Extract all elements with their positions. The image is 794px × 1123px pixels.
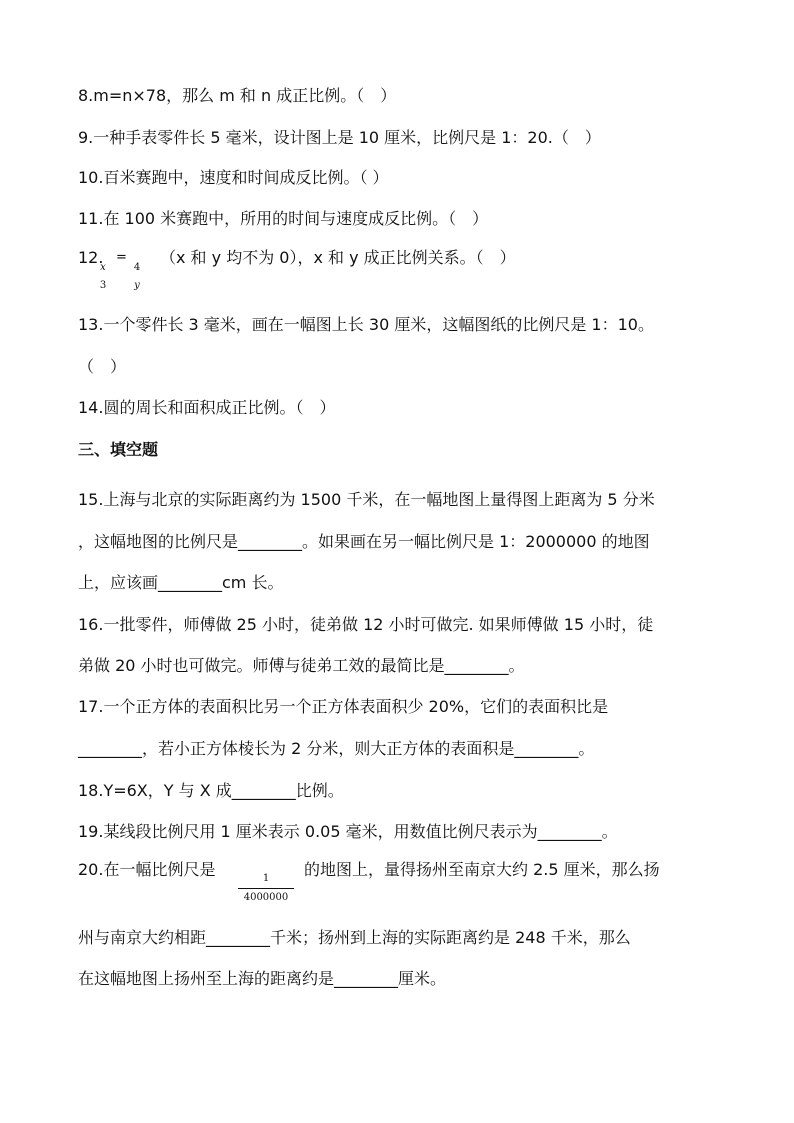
- question-13-line-2: （ ）: [78, 357, 127, 376]
- question-17-line-2: ________，若小正方体棱长为 2 分米，则大正方体的表面积是________。: [78, 739, 595, 758]
- fraction-denominator: 3: [99, 280, 107, 291]
- equals-sign: =: [116, 250, 127, 265]
- question-11: 11.在 100 米赛跑中，所用的时间与速度成反比例。（ ）: [78, 209, 489, 228]
- question-10: 10.百米赛跑中，速度和时间成反比例。（ ）: [78, 168, 389, 187]
- fraction-x-over-3: [96, 262, 110, 292]
- question-15-line-2: ，这幅地图的比例尺是________。如果画在另一幅比例尺是 1：2000000 的地图: [78, 532, 650, 551]
- question-16-line-1: 16.一批零件，师傅做 25 小时，徒弟做 12 小时可做完. 如果师傅做 15 小时，徒: [78, 615, 654, 634]
- question-13-line-1: 13.一个零件长 3 毫米，画在一幅图上长 30 厘米，这幅图纸的比例尺是 1：10。: [78, 315, 654, 334]
- fraction-denominator: y: [134, 280, 140, 291]
- question-20-suffix: 的地图上，量得扬州至南京大约 2.5 厘米，那么扬: [304, 860, 660, 879]
- question-15-line-1: 15.上海与北京的实际距离约为 1500 千米，在一幅地图上量得图上距离为 5 分米: [78, 490, 655, 509]
- fraction-4-over-y: [130, 262, 144, 292]
- question-20-line-2: 州与南京大约相距________千米；扬州到上海的实际距离约是 248 千米，那么: [78, 928, 631, 947]
- question-17-line-1: 17.一个正方体的表面积比另一个正方体表面积少 20%，它们的表面积比是: [78, 697, 609, 716]
- question-12-number: 12.: [78, 248, 104, 267]
- fraction-numerator: 4: [133, 262, 141, 273]
- question-20-prefix: 20.在一幅比例尺是: [78, 860, 216, 879]
- question-18: 18.Y=6X，Y 与 X 成________比例。: [78, 781, 344, 800]
- question-15-line-3: 上，应该画________cm 长。: [78, 573, 284, 592]
- fraction-denominator: 4000000: [238, 888, 294, 904]
- section-heading: 三、填空题: [78, 440, 159, 459]
- question-8: 8.m=n×78，那么 m 和 n 成正比例。（ ）: [78, 86, 397, 105]
- question-14: 14.圆的周长和面积成正比例。（ ）: [78, 398, 336, 417]
- scale-fraction: [238, 873, 294, 904]
- question-20-line-3: 在这幅地图上扬州至上海的距离约是________厘米。: [78, 969, 447, 988]
- question-19: 19.某线段比例尺用 1 厘米表示 0.05 毫米，用数值比例尺表示为________。: [78, 822, 618, 841]
- question-12-text: （x 和 y 均不为 0），x 和 y 成正比例关系。（ ）: [160, 248, 516, 267]
- fraction-numerator: x: [100, 262, 106, 273]
- question-9: 9.一种手表零件长 5 毫米，设计图上是 10 厘米，比例尺是 1：20.（ ）: [78, 128, 601, 147]
- question-16-line-2: 弟做 20 小时也可做完。师傅与徒弟工效的最简比是________。: [78, 656, 525, 675]
- fraction-numerator: 1: [262, 873, 270, 884]
